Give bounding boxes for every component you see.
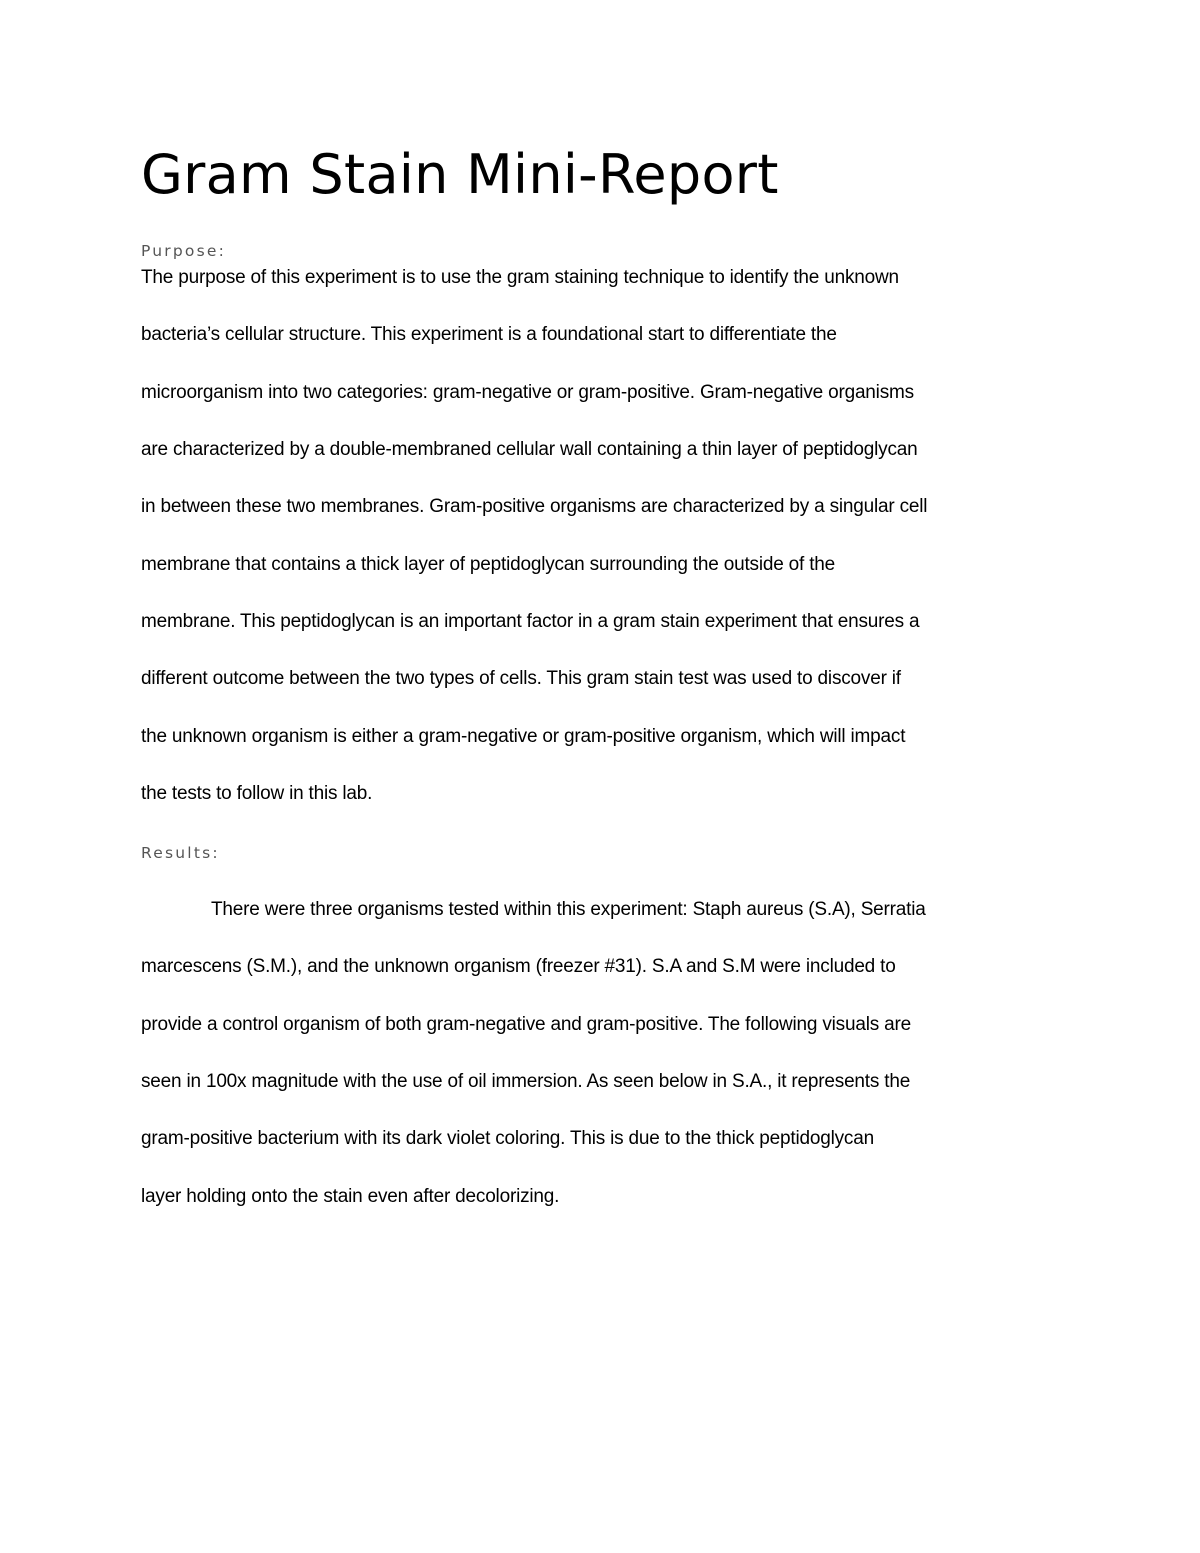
text-line: microorganism into two categories: gram-negative or gram-positive. Gram-negative organisms [141,381,914,403]
document-title: Gram Stain Mini-Report [141,143,779,206]
text-line: marcescens (S.M.), and the unknown organism (freezer #31). S.A and S.M were included to [141,956,896,978]
results-heading: Results: [141,844,220,862]
text-line: provide a control organism of both gram-negative and gram-positive. The following visuals are [141,1013,911,1035]
purpose-paragraph [141,259,927,832]
text-line: bacteria’s cellular structure. This experiment is a foundational start to differentiate the [141,324,837,346]
text-line: membrane that contains a thick layer of peptidoglycan surrounding the outside of the [141,553,836,575]
text-line: layer holding onto the stain even after decolorizing. [141,1185,560,1207]
results-paragraph [141,891,926,1235]
text-line: are characterized by a double-membraned cellular wall containing a thin layer of peptidoglycan [141,439,918,461]
text-line: membrane. This peptidoglycan is an important factor in a gram stain experiment that ensures a [141,611,920,633]
text-line: There were three organisms tested within this experiment: Staph aureus (S.A), Serratia [211,899,926,920]
text-line: seen in 100x magnitude with the use of oil immersion. As seen below in S.A., it represents the [141,1071,911,1093]
text-line: different outcome between the two types of cells. This gram stain test was used to discover if [141,668,901,690]
text-line: the unknown organism is either a gram-negative or gram-positive organism, which will impact [141,725,906,747]
text-line: The purpose of this experiment is to use the gram staining technique to identify the unknown [141,267,899,288]
purpose-heading: Purpose: [141,242,227,260]
text-line: the tests to follow in this lab. [141,783,373,805]
text-line: gram-positive bacterium with its dark violet coloring. This is due to the thick peptidoglycan [141,1128,874,1150]
text-line: in between these two membranes. Gram-positive organisms are characterized by a singular cell [141,496,928,518]
